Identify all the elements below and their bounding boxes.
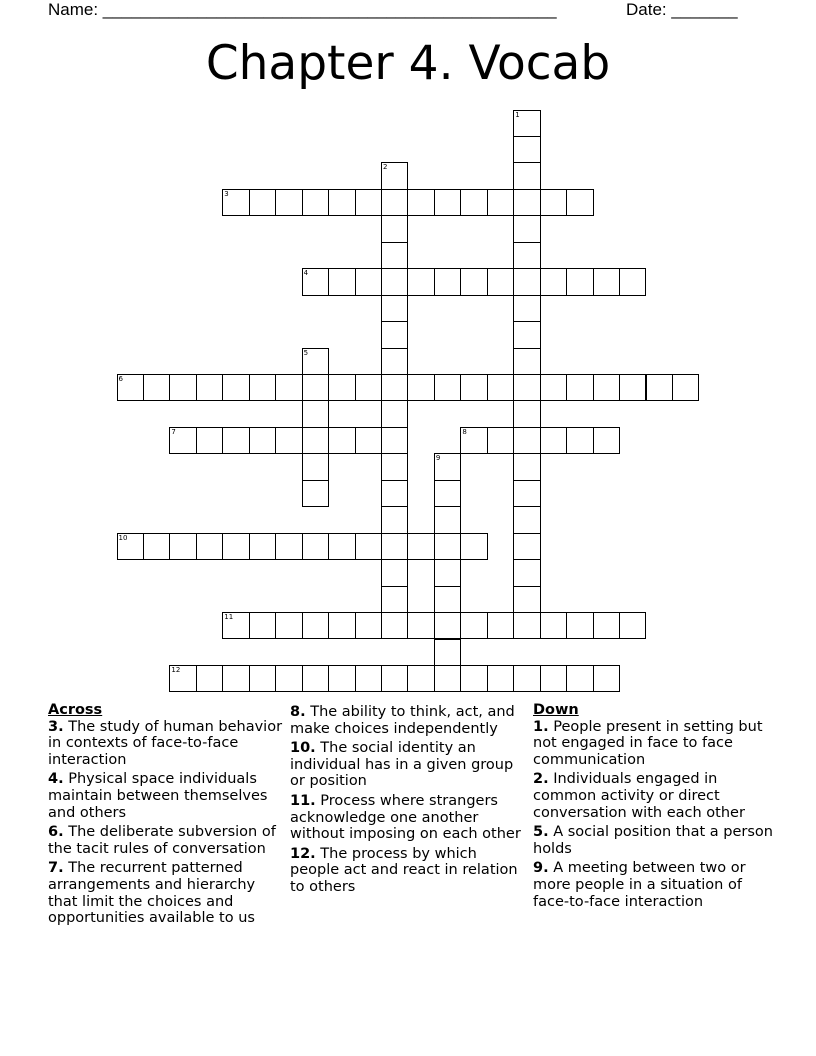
cell-number: 10 [118,533,128,542]
grid-cell[interactable] [328,665,355,692]
clue-down-1 [533,719,773,769]
grid-cell[interactable] [407,665,434,692]
grid-cell[interactable] [487,612,514,639]
grid-cell[interactable] [434,559,461,586]
grid-cell[interactable] [619,612,646,639]
grid-cell[interactable] [302,427,329,454]
grid-cell[interactable] [381,374,408,401]
grid-cell[interactable] [434,374,461,401]
grid-cell[interactable] [513,348,540,375]
grid-cell[interactable] [540,612,567,639]
grid-cell[interactable] [513,480,540,507]
grid-cell[interactable] [566,665,593,692]
grid-cell[interactable] [566,427,593,454]
grid-cell[interactable] [434,453,461,480]
cell-number: 4 [303,269,309,278]
grid-cell[interactable] [302,533,329,560]
grid-cell[interactable] [434,533,461,560]
clue-number: 2. [533,771,549,788]
grid-cell[interactable] [381,162,408,189]
clue-across-10 [290,740,530,790]
clue-across-11 [290,793,530,843]
grid-cell[interactable] [275,533,302,560]
grid-cell[interactable] [275,612,302,639]
grid-cell[interactable] [222,427,249,454]
grid-cell[interactable] [460,374,487,401]
grid-cell[interactable] [143,374,170,401]
grid-cell[interactable] [513,612,540,639]
grid-cell[interactable] [381,480,408,507]
grid-cell[interactable] [249,612,276,639]
grid-cell[interactable] [117,533,144,560]
grid-cell[interactable] [460,533,487,560]
clue-text: The social identity an individual has in a given group or position [290,740,514,790]
grid-cell[interactable] [381,400,408,427]
cell-number: 12 [171,665,181,674]
clue-across-4 [48,771,283,821]
grid-cell[interactable] [407,189,434,216]
cell-number: 6 [118,375,123,383]
grid-cell[interactable] [434,665,461,692]
grid-cell[interactable] [619,374,646,401]
grid-cell[interactable] [540,374,567,401]
grid-cell[interactable] [355,612,382,639]
grid-cell[interactable] [381,295,408,322]
grid-cell[interactable] [275,427,302,454]
grid-cell[interactable] [117,374,144,401]
grid-cell[interactable] [381,427,408,454]
grid-cell[interactable] [381,189,408,216]
grid-cell[interactable] [355,533,382,560]
down-clues [533,702,773,913]
grid-cell[interactable] [593,374,620,401]
grid-cell[interactable] [513,586,540,613]
grid-cell[interactable] [513,400,540,427]
across-clues-continued [290,704,530,899]
cell-number: 8 [462,427,467,436]
cell-number: 5 [303,348,309,357]
grid-cell[interactable] [249,427,276,454]
grid-cell[interactable] [407,533,434,560]
grid-cell[interactable] [566,189,593,216]
grid-cell[interactable] [275,665,302,692]
grid-cell[interactable] [513,215,540,242]
cell-number: 2 [383,163,388,172]
grid-cell[interactable] [407,612,434,639]
grid-cell[interactable] [381,586,408,613]
grid-cell[interactable] [513,136,540,163]
grid-cell[interactable] [196,427,223,454]
grid-cell[interactable] [434,480,461,507]
grid-cell[interactable] [540,427,567,454]
grid-cell[interactable] [619,268,646,295]
grid-cell[interactable] [513,242,540,269]
grid-cell[interactable] [407,374,434,401]
page-title: Chapter 4. Vocab [205,36,611,91]
grid-cell[interactable] [513,162,540,189]
grid-cell[interactable] [593,665,620,692]
grid-cell[interactable] [355,427,382,454]
grid-cell[interactable] [513,189,540,216]
grid-cell[interactable] [566,612,593,639]
grid-cell[interactable] [302,189,329,216]
grid-cell[interactable] [487,427,514,454]
grid-cell[interactable] [513,506,540,533]
grid-cell[interactable] [434,586,461,613]
grid-cell[interactable] [593,612,620,639]
grid-cell[interactable] [302,348,329,375]
grid-cell[interactable] [593,427,620,454]
grid-cell[interactable] [434,189,461,216]
grid-cell[interactable] [460,268,487,295]
grid-cell[interactable] [487,374,514,401]
grid-cell[interactable] [513,295,540,322]
grid-cell[interactable] [513,427,540,454]
grid-cell[interactable] [169,427,196,454]
grid-cell[interactable] [513,559,540,586]
grid-cell[interactable] [566,268,593,295]
grid-cell[interactable] [540,665,567,692]
clue-text: The study of human behavior in contexts of face-to-face interaction [48,718,283,768]
grid-cell[interactable] [355,665,382,692]
grid-cell[interactable] [381,268,408,295]
across-heading: Across [48,702,103,718]
grid-cell[interactable] [249,533,276,560]
grid-cell[interactable] [328,189,355,216]
clue-number: 10. [290,740,316,757]
clue-number: 4. [48,771,64,788]
grid-cell[interactable] [434,612,461,639]
cell-number: 7 [171,427,176,436]
grid-cell[interactable] [434,506,461,533]
grid-cell[interactable] [302,268,329,295]
grid-cell[interactable] [222,374,249,401]
grid-cell[interactable] [355,189,382,216]
grid-cell[interactable] [302,480,329,507]
grid-cell[interactable] [434,639,461,666]
clue-across-3 [48,719,283,769]
grid-cell[interactable] [302,374,329,401]
clue-down-5 [533,824,773,857]
cell-number: 9 [435,454,441,463]
clue-text: The deliberate subversion of the tacit rules of conversation [48,824,276,857]
clue-text: Individuals engaged in common activity or direct conversation with each other [533,771,745,821]
clue-number: 6. [48,824,64,841]
clue-across-7 [48,860,283,926]
grid-cell[interactable] [355,374,382,401]
clue-text: Process where strangers acknowledge one another without imposing on each other [290,792,521,843]
grid-cell[interactable] [381,612,408,639]
clue-text: The recurrent patterned arrangements and hierarchy that limit the choices and opportunities available to us [48,860,256,927]
grid-cell[interactable] [646,374,673,401]
grid-cell[interactable] [513,321,540,348]
grid-cell[interactable] [222,612,249,639]
grid-cell[interactable] [143,533,170,560]
cell-number: 3 [224,189,229,198]
grid-cell[interactable] [487,665,514,692]
clue-number: 3. [48,718,64,735]
clue-across-6 [48,824,283,857]
grid-cell[interactable] [381,215,408,242]
grid-cell[interactable] [513,453,540,480]
grid-cell[interactable] [460,665,487,692]
clue-number: 9. [533,860,549,877]
grid-cell[interactable] [487,268,514,295]
grid-cell[interactable] [381,506,408,533]
grid-cell[interactable] [381,665,408,692]
cell-number: 11 [224,613,234,622]
grid-cell[interactable] [460,427,487,454]
clue-number: 8. [290,704,306,720]
grid-cell[interactable] [672,374,699,401]
grid-cell[interactable] [540,268,567,295]
grid-cell[interactable] [275,374,302,401]
grid-cell[interactable] [328,374,355,401]
clue-text: A social position that a person holds [533,824,773,857]
grid-cell[interactable] [513,268,540,295]
grid-cell[interactable] [328,533,355,560]
grid-cell[interactable] [169,374,196,401]
clue-across-8 [290,704,530,737]
grid-cell[interactable] [513,533,540,560]
clue-number: 7. [48,860,64,877]
grid-cell[interactable] [222,665,249,692]
grid-cell[interactable] [540,189,567,216]
grid-cell[interactable] [196,374,223,401]
grid-cell[interactable] [513,110,540,137]
clue-down-2 [533,771,773,821]
grid-cell[interactable] [381,453,408,480]
grid-cell[interactable] [302,665,329,692]
grid-cell[interactable] [434,268,461,295]
grid-cell[interactable] [381,533,408,560]
grid-cell[interactable] [169,533,196,560]
grid-cell[interactable] [249,189,276,216]
grid-cell[interactable] [169,665,196,692]
grid-cell[interactable] [328,268,355,295]
grid-cell[interactable] [460,189,487,216]
clue-down-9 [533,860,773,910]
across-clues [48,702,283,930]
grid-cell[interactable] [513,374,540,401]
grid-cell[interactable] [196,665,223,692]
grid-cell[interactable] [328,612,355,639]
date-field: Date: _______ [626,0,738,19]
name-field: Name: ________________________________________________ [48,0,557,19]
grid-cell[interactable] [460,612,487,639]
grid-cell[interactable] [249,374,276,401]
clue-text: Physical space individuals maintain between themselves and others [48,771,268,821]
grid-cell[interactable] [381,559,408,586]
grid-cell[interactable] [381,348,408,375]
grid-cell[interactable] [302,400,329,427]
grid-cell[interactable] [407,268,434,295]
grid-cell[interactable] [222,533,249,560]
grid-cell[interactable] [355,268,382,295]
grid-cell[interactable] [381,242,408,269]
clue-text: People present in setting but not engaged in face to face communication [533,718,763,768]
grid-cell[interactable] [302,612,329,639]
grid-cell[interactable] [302,453,329,480]
grid-cell[interactable] [275,189,302,216]
clue-across-12 [290,846,530,896]
cell-number: 1 [515,110,520,119]
clue-text: A meeting between two or more people in a situation of face-to-face interaction [533,860,746,910]
grid-cell[interactable] [381,321,408,348]
clue-text: The process by which people act and react in relation to others [290,845,518,895]
clue-number: 5. [533,824,549,841]
down-heading: Down [533,702,579,718]
grid-cell[interactable] [566,374,593,401]
grid-cell[interactable] [196,533,223,560]
grid-cell[interactable] [487,189,514,216]
clue-text: The ability to think, act, and make choices independently [290,704,515,737]
grid-cell[interactable] [328,427,355,454]
grid-cell[interactable] [593,268,620,295]
clue-number: 12. [290,845,316,862]
grid-cell[interactable] [513,665,540,692]
grid-cell[interactable] [222,189,249,216]
clue-number: 11. [290,792,316,809]
clue-number: 1. [533,718,549,735]
grid-cell[interactable] [249,665,276,692]
